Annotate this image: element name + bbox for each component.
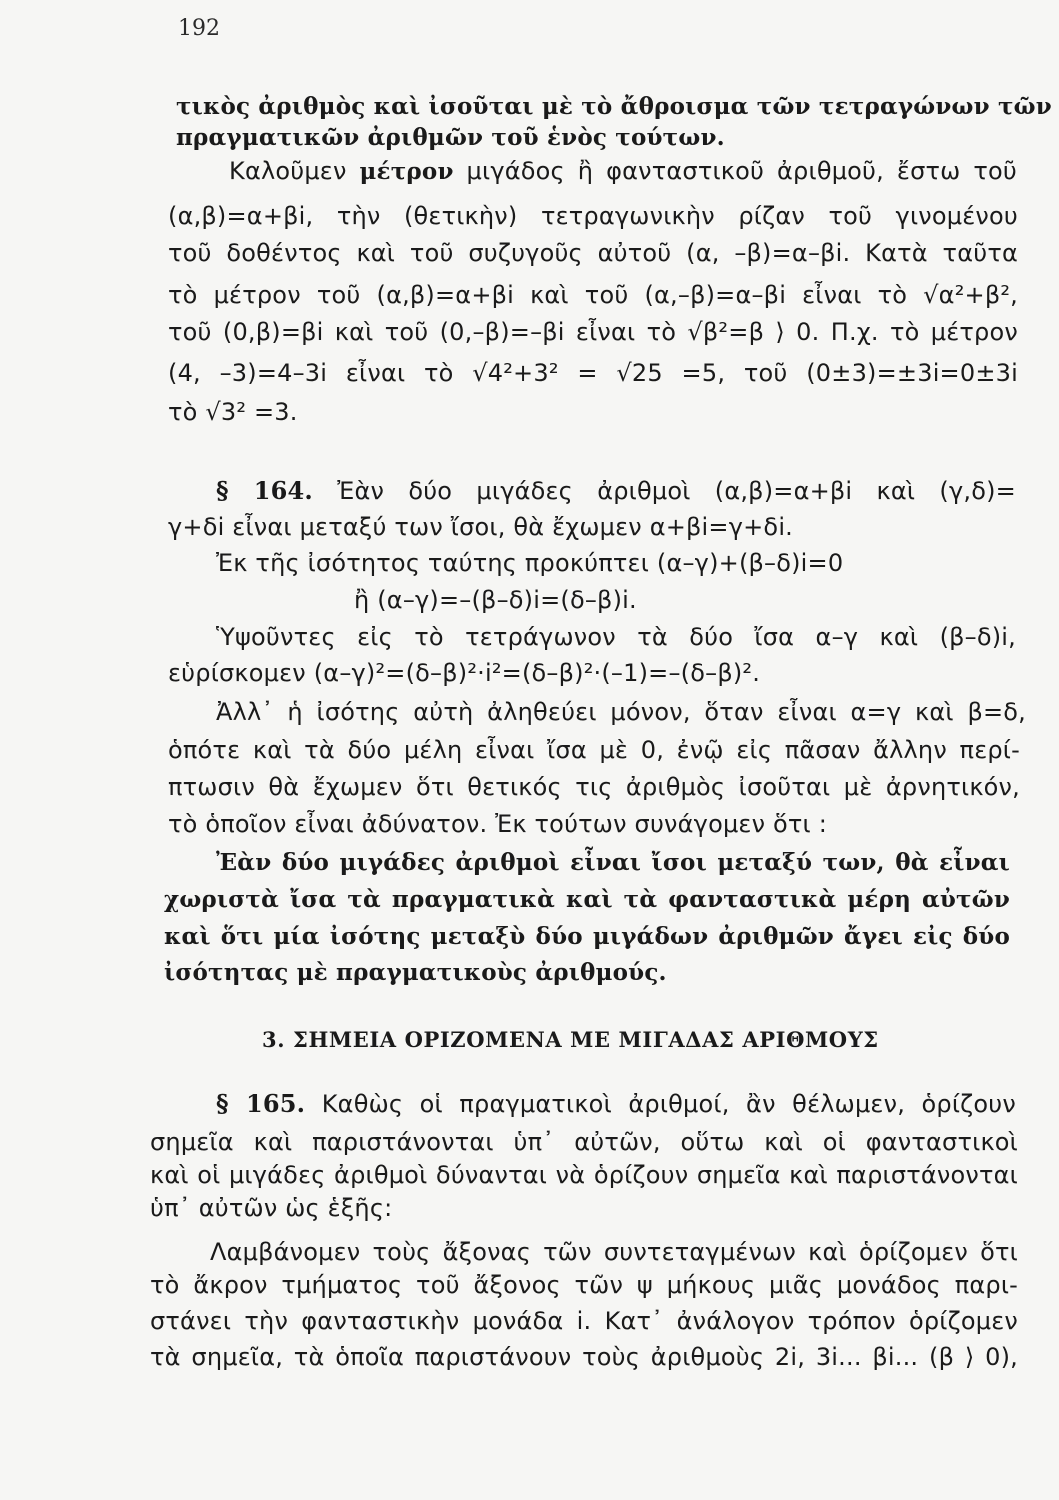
text-line: Ἐκ τῆς ἰσότητος ταύτης προκύπτει (α–γ)+(β–δ)i=0 xyxy=(216,549,844,577)
text-line: σημεῖα καὶ παριστάνονται ὑπ᾽ αὐτῶν, οὕτω καὶ οἱ φανταστικοὶ xyxy=(150,1128,1018,1156)
text-line: τὸ √3² =3. xyxy=(168,398,298,426)
text-line: τὸ μέτρον τοῦ (α,β)=α+βi καὶ τοῦ (α,–β)=α–βi εἶναι τὸ √α²+β², xyxy=(168,281,1018,309)
text-line: εὑρίσκομεν (α–γ)²=(δ–β)²·i²=(δ–β)²·(–1)=–(δ–β)². xyxy=(168,659,761,687)
text-line: καὶ οἱ μιγάδες ἀριθμοὶ δύνανται νὰ ὁρίζουν σημεῖα καὶ παριστάνονται xyxy=(150,1161,1018,1189)
text-line: ὁπότε καὶ τὰ δύο μέλη εἶναι ἴσα μὲ 0, ἐνῷ εἰς πᾶσαν ἄλλην περί- xyxy=(168,736,1020,764)
text-span: Ἐὰν δύο μιγάδες ἀριθμοὶ (α,β)=α+βi καὶ (γ,δ)= xyxy=(312,477,1016,505)
text-line xyxy=(229,156,1017,187)
text-line: τοῦ δοθέντος καὶ τοῦ συζυγοῦς αὐτοῦ (α, –β)=α–βi. Κατὰ ταῦτα xyxy=(168,239,1018,267)
text-span: Καλοῦμεν xyxy=(229,157,360,185)
text-line xyxy=(216,476,1016,506)
text-line: ἢ (α–γ)=–(β–δ)i=(δ–β)i. xyxy=(354,586,637,614)
text-line: τὸ ἄκρον τμήματος τοῦ ἄξονος τῶν ψ μήκους μιᾶς μονάδος παρι- xyxy=(150,1271,1018,1299)
section-heading: 3. ΣΗΜΕΙΑ ΟΡΙΖΟΜΕΝΑ ΜΕ ΜΙΓΑΔΑΣ ΑΡΙΘΜΟΥΣ xyxy=(262,1027,879,1052)
text-line: τοῦ (0,β)=βi καὶ τοῦ (0,–β)=–βi εἶναι τὸ √β²=β ⟩ 0. Π.χ. τὸ μέτρον xyxy=(168,318,1018,346)
theorem-line: χωριστὰ ἴσα τὰ πραγματικὰ καὶ τὰ φανταστικὰ μέρη αὐτῶν xyxy=(164,886,1010,913)
text-span: Καθὼς οἱ πραγματικοὶ ἀριθμοί, ἂν θέλωμεν, ὁρίζουν xyxy=(305,1090,1016,1118)
text-line xyxy=(216,1089,1016,1119)
theorem-line: καὶ ὅτι μία ἰσότης μεταξὺ δύο μιγάδων ἀριθμῶν ἄγει εἰς δύο xyxy=(164,923,1010,950)
text-line: τὰ σημεῖα, τὰ ὁποῖα παριστάνουν τοὺς ἀριθμοὺς 2i, 3i... βi... (β ⟩ 0), xyxy=(150,1343,1018,1371)
theorem-line: ἰσότητας μὲ πραγματικοὺς ἀριθμούς. xyxy=(164,959,667,986)
theorem-line: Ἐὰν δύο μιγάδες ἀριθμοὶ εἶναι ἴσοι μεταξύ των, θὰ εἶναι xyxy=(216,849,1010,876)
section-165-marker: § 165. xyxy=(216,1089,306,1118)
text-line: (4, –3)=4–3i εἶναι τὸ √4²+3² = √25 =5, τοῦ (0±3)=±3i=0±3i xyxy=(168,359,1018,387)
text-line: στάνει τὴν φανταστικὴν μονάδα i. Κατ᾽ ἀνάλογον τρόπον ὁρίζομεν xyxy=(150,1307,1018,1335)
text-line: ὑπ᾽ αὐτῶν ὡς ἑξῆς: xyxy=(150,1194,393,1222)
text-line: Ὑψοῦντες εἰς τὸ τετράγωνον τὰ δύο ἴσα α–γ καὶ (β–δ)i, xyxy=(216,623,1016,651)
text-line: γ+δi εἶναι μεταξύ των ἴσοι, θὰ ἔχωμεν α+βi=γ+δi. xyxy=(168,513,794,541)
text-line: Λαμβάνομεν τοὺς ἄξονας τῶν συντεταγμένων καὶ ὁρίζομεν ὅτι xyxy=(210,1238,1018,1266)
text-span: μιγάδος ἢ φανταστικοῦ ἀριθμοῦ, ἔστω τοῦ xyxy=(453,157,1017,185)
section-164-marker: § 164. xyxy=(216,476,313,505)
text-line: (α,β)=α+βi, τὴν (θετικὴν) τετραγωνικὴν ρίζαν τοῦ γινομένου xyxy=(168,202,1018,230)
term-metron: μέτρον xyxy=(359,158,454,185)
page-number: 192 xyxy=(178,16,220,41)
text-line: Ἀλλ᾽ ἡ ἰσότης αὐτὴ ἀληθεύει μόνον, ὅταν εἶναι α=γ καὶ β=δ, xyxy=(216,698,1026,726)
text-line: πτωσιν θὰ ἔχωμεν ὅτι θετικός τις ἀριθμὸς ἰσοῦται μὲ ἀρνητικόν, xyxy=(168,773,1020,801)
text-line: πραγματικῶν ἀριθμῶν τοῦ ἑνὸς τούτων. xyxy=(176,124,725,151)
text-line: τὸ ὁποῖον εἶναι ἀδύνατον. Ἐκ τούτων συνάγομεν ὅτι : xyxy=(168,810,827,838)
text-line: τικὸς ἀριθμὸς καὶ ἰσοῦται μὲ τὸ ἄθροισμα τῶν τετραγώνων τῶν xyxy=(176,93,1052,120)
